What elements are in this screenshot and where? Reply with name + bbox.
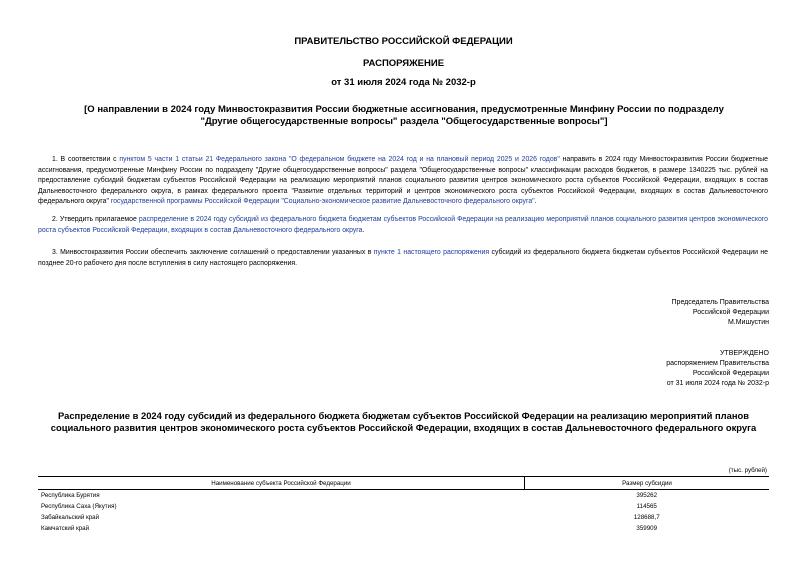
paragraph-2 [38,215,768,236]
table-row [38,523,769,534]
signature-position: Председатель Правительства [671,299,769,306]
approval-label: УТВЕРЖДЕНО [719,350,769,357]
approval-date: от 31 июля 2024 года № 2032-р [666,380,769,387]
subsidy-amount: 359909 [636,525,658,532]
point-1-link[interactable]: пункте 1 настоящего распоряжения [373,249,490,256]
region-name: Республика Саха (Якутия) [41,503,117,510]
doc-type-heading: РАСПОРЯЖЕНИЕ [362,58,445,69]
approval-block [569,349,769,389]
subsidy-amount: 395262 [636,492,658,499]
paragraph-1-text-a: 1. В соответствии с [52,156,120,163]
budget-law-link[interactable]: пунктом 5 части 1 статьи 21 Федерального закона "О федеральном бюджете на 2024 год и на плановый период 2025 и 2026 годов" [119,156,560,163]
region-name: Республика Бурятия [41,492,100,499]
column-header-name: Наименование субъекта Российской Федерации [38,477,525,490]
paragraph-3-text-a: 3. Минвостокразвития России обеспечить заключение соглашений о предоставлении указанных в [52,249,374,256]
subsidy-amount: 128688,7 [633,514,660,521]
paragraph-2-text-a: 2. Утвердить прилагаемое [52,216,139,223]
table-row [38,501,769,512]
signature-name: М.Мишустин [727,319,769,326]
government-heading: ПРАВИТЕЛЬСТВО РОССИЙСКОЙ ФЕДЕРАЦИИ [294,36,513,47]
approval-country: Российской Федерации [692,370,769,377]
region-name: Камчатский край [41,525,90,532]
units-label: (тыс. рублей) [728,467,767,474]
paragraph-3 [38,248,768,269]
paragraph-2-text-b: . [362,226,365,234]
paragraph-3-text-b: субсидий из федерального бюджета бюджетам субъектов Российской Федерации не позднее 20-го рабочего дня после вступления в силу настоящего распоряжения. [38,249,769,267]
table-header-row [38,477,769,490]
state-program-link[interactable]: государственной программы Российской Федерации "Социально-экономическое развитие Дальневосточного федерального округа" [110,198,535,206]
distribution-table [38,476,769,534]
table-row [38,512,769,523]
paragraph-1 [38,155,768,208]
paragraph-1-text-c: . [534,198,537,206]
distribution-link[interactable]: распределение в 2024 году субсидий из федерального бюджета бюджетам субъектов Российской Федерации на реализацию мероприятий планов социального развития центров экономического роста субъектов Российской Федерации, входящих в состав Дальневосточного федерального округа [38,216,768,234]
doc-subject: [О направлении в 2024 году Минвостокразвития России бюджетные ассигнования, предусмотренные Минфину России по подразделу "Другие общегосударственные вопросы" раздела "Общегосударственные вопросы"] [84,104,724,127]
table-row [38,490,769,502]
signature-block [569,298,769,328]
approval-by: распоряжением Правительства [666,360,769,367]
distribution-title: Распределение в 2024 году субсидий из федерального бюджета бюджетам субъектов Российской Федерации на реализацию мероприятий планов социального развития центров экономического роста субъектов Российской Федерации, входящих в состав Дальневосточного федерального округа [50,410,757,433]
doc-date-number: от 31 июля 2024 года № 2032-р [331,77,476,88]
column-header-amount: Размер субсидии [525,477,770,490]
signature-country: Российской Федерации [692,309,769,316]
region-name: Забайкальский край [41,514,100,521]
paragraph-1-text-b: направить в 2024 году Минвостокразвития России бюджетные ассигнования, предусмотренные Минфину России по подразделу "Другие общегосударственные вопросы" раздела "Общегосударственные вопросы" классификации расходов бюджетов, в размере 1340225 тыс. рублей на предоставление субсидий бюджетам субъектов Российской Федерации на реализацию мероприятий планов социального развития центров экономического роста субъектов Российской Федерации, входящих в состав Дальневосточного федерального округа, в рамках федерального проекта "Развитие отдельных территорий и центров экономического роста субъектов Российской Федерации, входящих в состав Дальневосточного федерального округа" [38,156,768,206]
subsidy-amount: 114565 [636,503,657,510]
